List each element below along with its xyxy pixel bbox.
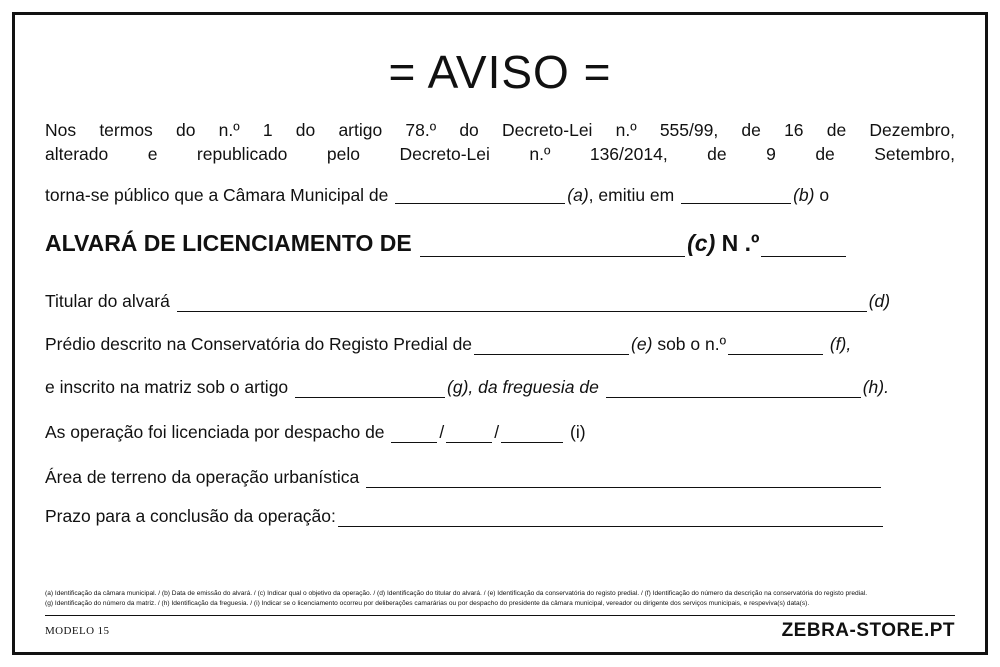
- blank-despacho-mes[interactable]: [446, 426, 492, 443]
- footnote-mark-i: (i): [570, 422, 586, 443]
- date-separator-2: /: [494, 422, 500, 443]
- blank-descricao-numero[interactable]: [728, 338, 823, 355]
- footnote-line-2: (g) Identificação do número da matriz. / (h) Identificação da freguesia. / (i) Indicar se o licenciamento ocorreu por deliberações camarárias ou por despacho do presidente da câmara municipal, vereador ou dirigente dos serviços municipais, e respeviva(s) data(s).: [45, 600, 810, 608]
- field-titular: [45, 291, 955, 312]
- blank-alvara-numero[interactable]: [761, 236, 846, 257]
- alvara-heading: [45, 230, 955, 257]
- alvara-label: ALVARÁ DE LICENCIAMENTO DE: [45, 230, 412, 257]
- intro-line-1: Nos termos do n.º 1 do artigo 78.º do Decreto-Lei n.º 555/99, de 16 de Dezembro,: [45, 120, 955, 140]
- footnote-mark-e: (e): [631, 334, 653, 355]
- intro-line-3: [45, 186, 955, 204]
- blank-titular-alvara[interactable]: [177, 295, 867, 312]
- field-area-label: Área de terreno da operação urbanística: [45, 467, 360, 488]
- document-frame: [12, 12, 988, 655]
- footnote-mark-g: (g), da freguesia de: [447, 377, 599, 398]
- field-despacho-label: As operação foi licenciada por despacho de: [45, 422, 385, 443]
- blank-freguesia[interactable]: [606, 381, 861, 398]
- field-matriz-label: e inscrito na matriz sob o artigo: [45, 377, 289, 398]
- blank-prazo-conclusao[interactable]: [338, 510, 883, 527]
- field-prazo: [45, 506, 955, 527]
- field-despacho: [45, 422, 955, 443]
- footnote-mark-c: (c): [687, 230, 716, 257]
- field-prazo-label: Prazo para a conclusão da operação:: [45, 506, 336, 527]
- field-predio: [45, 334, 955, 355]
- footnote-mark-a: (a): [567, 184, 589, 205]
- intro-line-3-after: o: [819, 184, 830, 205]
- blank-despacho-dia[interactable]: [391, 426, 437, 443]
- field-titular-label: Titular do alvará: [45, 291, 170, 312]
- footnotes: [45, 579, 955, 609]
- footnote-mark-b: (b): [793, 184, 815, 205]
- model-label: MODELO 15: [45, 625, 110, 637]
- intro-line-3-mid: , emitiu em: [588, 184, 675, 205]
- blank-camara-municipal[interactable]: [395, 187, 565, 204]
- blank-objetivo-operacao[interactable]: [420, 236, 685, 257]
- footnote-line-1: (a) Identificação da câmara municipal. / (b) Data de emissão do alvará. / (c) Indicar qual o objetivo da operação. / (d) Identificação do titular do alvará. / (e) Identificação da conservatória do registo predial. / (f) Identificação do número da descrição na conservatória do registo predial.: [45, 590, 868, 598]
- footnote-mark-h: (h).: [862, 377, 889, 398]
- footer-bar: [45, 616, 955, 642]
- blank-conservatoria[interactable]: [474, 338, 629, 355]
- blank-area-terreno[interactable]: [366, 471, 881, 488]
- blank-matriz-artigo[interactable]: [295, 381, 445, 398]
- alvara-number-label: N .º: [721, 230, 760, 257]
- field-predio-mid: sob o n.º: [657, 334, 726, 355]
- blank-despacho-ano[interactable]: [501, 426, 563, 443]
- field-matriz: [45, 377, 955, 398]
- intro-line-2: alterado e republicado pelo Decreto-Lei n.º 136/2014, de 9 de Setembro,: [45, 144, 955, 165]
- field-area: [45, 467, 955, 488]
- date-separator-1: /: [439, 422, 445, 443]
- brand-label: ZEBRA-STORE.PT: [781, 620, 955, 641]
- page-title: = AVISO =: [388, 46, 612, 98]
- footnote-mark-d: (d): [868, 291, 891, 312]
- field-predio-label: Prédio descrito na Conservatória do Registo Predial de: [45, 334, 473, 355]
- blank-data-emissao[interactable]: [681, 187, 791, 204]
- footnote-mark-f: (f),: [829, 334, 852, 355]
- intro-line-3-text: torna-se público que a Câmara Municipal de: [45, 184, 389, 205]
